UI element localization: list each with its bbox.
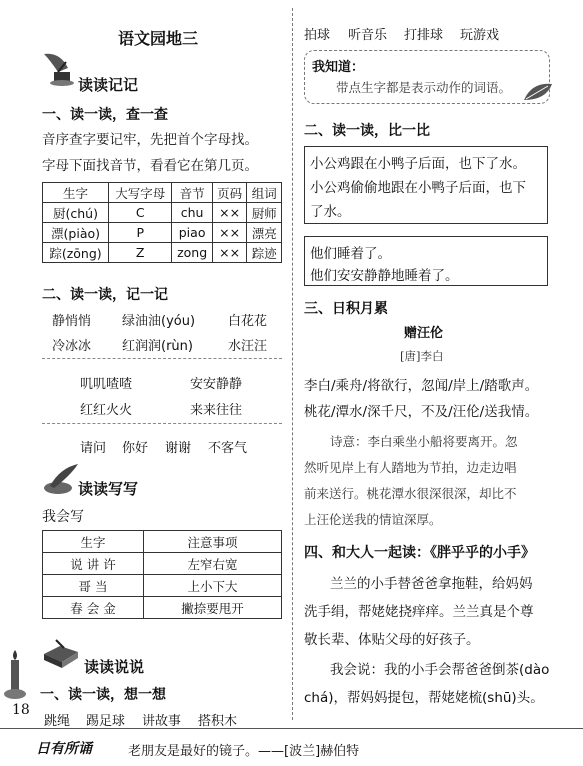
read-say-part1-title: 一、读一读，想一想 <box>40 687 166 703</box>
word-item: 静悄悄 <box>52 314 92 329</box>
compare-line: 小公鸡偷偷地跟在小鸭子后面，也下 <box>310 180 526 196</box>
gramophone-icon <box>38 50 78 90</box>
table-header: 组词 <box>247 183 282 203</box>
word-item: 绿油油(yóu) <box>122 314 196 329</box>
poem-explain-line: 然听见岸上有人踏地为节拍，边走边唱 <box>304 460 517 475</box>
word-item: 踢足球 <box>86 714 126 729</box>
poem-author: [唐]李白 <box>400 349 444 363</box>
word-item: 冷冰冰 <box>52 339 92 354</box>
word-item: 跳绳 <box>44 714 71 729</box>
table-header-row <box>43 531 282 553</box>
table-header-row <box>43 183 282 203</box>
word-item: 来来往往 <box>190 403 243 418</box>
table-cell: 踪迹 <box>247 243 282 263</box>
story-line: 敬长辈、体贴父母的好孩子。 <box>304 632 480 648</box>
story-line: 我会说：我的小手会帮爸爸倒茶(dào <box>330 662 550 678</box>
poem-explain-line: 上汪伦送我的情谊深厚。 <box>304 512 442 527</box>
poem-line: 李白/乘舟/将欲行，忽闻/岸上/踏歌声。 <box>304 378 539 394</box>
column-divider <box>292 8 293 720</box>
word-item: 听音乐 <box>348 28 388 43</box>
table-cell: zong <box>172 243 212 263</box>
word-item: 谢谢 <box>165 441 192 456</box>
word-item: 水汪汪 <box>228 339 268 354</box>
table-cell: Z <box>109 243 172 263</box>
read-remember-heading: 读读记记 <box>78 76 139 94</box>
compare-title: 二、读一读，比一比 <box>304 123 430 139</box>
table-cell: 撇捺要甩开 <box>144 597 282 619</box>
page-title: 语文园地三 <box>118 29 199 48</box>
footer-rule <box>0 728 583 729</box>
table-header: 生字 <box>43 531 144 553</box>
word-item: 叽叽喳喳 <box>80 377 133 392</box>
story-line: 兰兰的小手替爸爸拿拖鞋，给妈妈 <box>330 576 533 592</box>
word-item: 打排球 <box>404 28 444 43</box>
quill-pen-icon <box>40 462 80 498</box>
rule-line-1: 音序查字要记牢，先把首个字母找。 <box>42 132 258 148</box>
rule-line-2: 字母下面找音节，看看它在第几页。 <box>42 158 258 174</box>
word-item: 请问 <box>80 441 107 456</box>
write-table <box>42 530 282 619</box>
story-line: chá)，帮妈妈提包，帮姥姥梳(shū)头。 <box>304 690 544 706</box>
story-title: 四、和大人一起读：《胖乎乎的小手》 <box>304 545 535 561</box>
table-cell: P <box>109 223 172 243</box>
table-header: 大写字母 <box>109 183 172 203</box>
table-header: 页码 <box>212 183 247 203</box>
daily-title: 三、日积月累 <box>304 301 388 317</box>
word-item: 红润润(rùn) <box>122 339 193 354</box>
table-cell: 说 讲 许 <box>43 553 144 575</box>
word-item: 安安静静 <box>190 377 243 392</box>
table-header: 音节 <box>172 183 212 203</box>
table-row <box>43 243 282 263</box>
dashed-separator <box>42 358 282 359</box>
table-cell: ×× <box>212 223 247 243</box>
table-cell: 左窄右宽 <box>144 553 282 575</box>
table-header: 注意事项 <box>144 531 282 553</box>
page-number: 18 <box>12 702 30 718</box>
footer-quote: 老朋友是最好的镜子。——[波兰]赫伯特 <box>128 744 360 759</box>
table-cell: 踪(zōng) <box>43 243 109 263</box>
table-cell: 厨(chú) <box>43 203 109 223</box>
word-item: 你好 <box>122 441 149 456</box>
table-header: 生字 <box>43 183 109 203</box>
footer-label: 日有所诵 <box>36 741 92 757</box>
word-item: 不客气 <box>208 441 248 456</box>
table-row <box>43 223 282 243</box>
table-cell: ×× <box>212 203 247 223</box>
table-cell: piao <box>172 223 212 243</box>
word-item: 玩游戏 <box>460 28 500 43</box>
lookup-table <box>42 182 282 263</box>
table-cell: 漂(piào) <box>43 223 109 243</box>
table-cell: C <box>109 203 172 223</box>
read-say-heading: 读读说说 <box>84 658 145 676</box>
book-icon <box>42 636 80 670</box>
table-row <box>43 597 282 619</box>
word-item: 搭积木 <box>198 714 238 729</box>
poem-explain-line: 诗意：李白乘坐小船将要离开。忽 <box>330 434 518 449</box>
poem-explain-line: 前来送行。桃花潭水很深很深，却比不 <box>304 486 517 501</box>
part1-title: 一、读一读，查一查 <box>42 107 168 123</box>
compare-line: 他们安安静静地睡着了。 <box>310 268 459 284</box>
table-cell: 漂亮 <box>247 223 282 243</box>
note-title: 我知道： <box>312 60 365 75</box>
table-row <box>43 575 282 597</box>
table-cell: 厨师 <box>247 203 282 223</box>
poem-line: 桃花/潭水/深千尺，不及/汪伦/送我情。 <box>304 404 539 420</box>
candle-icon <box>2 648 28 704</box>
table-cell: ×× <box>212 243 247 263</box>
word-item: 拍球 <box>304 28 331 43</box>
table-row <box>43 203 282 223</box>
read-write-heading: 读读写写 <box>78 480 139 498</box>
i-can-write-label: 我会写 <box>42 509 84 525</box>
word-item: 白花花 <box>228 314 268 329</box>
table-cell: 上小下大 <box>144 575 282 597</box>
compare-line: 了水。 <box>310 204 351 220</box>
compare-line: 他们睡着了。 <box>310 246 391 262</box>
table-cell: 哥 当 <box>43 575 144 597</box>
dashed-separator <box>42 423 282 424</box>
poem-title: 赠汪伦 <box>404 326 444 341</box>
story-line: 洗手绢，帮姥姥挠痒痒。兰兰真是个尊 <box>304 604 534 620</box>
table-row <box>43 553 282 575</box>
part2-title: 二、读一读，记一记 <box>42 287 168 303</box>
word-item: 讲故事 <box>142 714 182 729</box>
table-cell: chu <box>172 203 212 223</box>
leaf-icon <box>522 80 554 104</box>
compare-line: 小公鸡跟在小鸭子后面，也下了水。 <box>310 156 526 172</box>
table-cell: 春 会 金 <box>43 597 144 619</box>
note-text: 带点生字都是表示动作的词语。 <box>336 80 512 95</box>
word-item: 红红火火 <box>80 403 133 418</box>
